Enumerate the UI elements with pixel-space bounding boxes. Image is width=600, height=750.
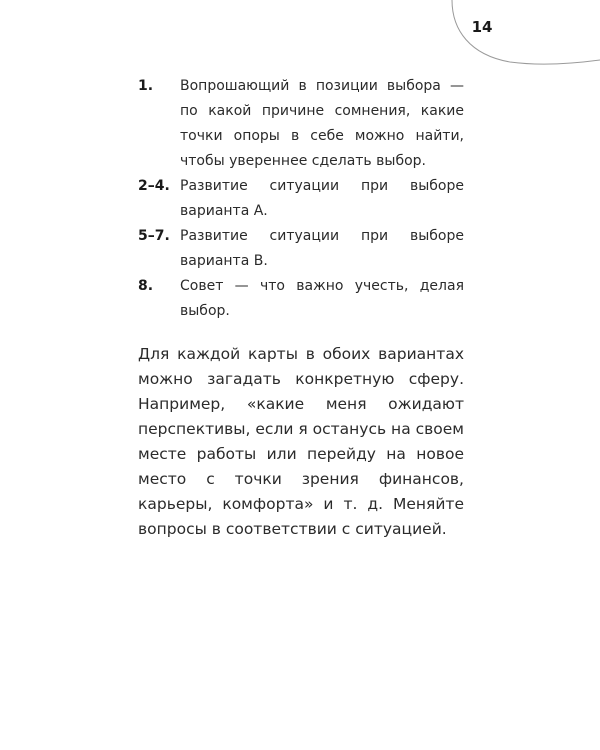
position-number: 5–7. xyxy=(138,228,170,244)
list-item xyxy=(138,274,464,324)
body-paragraph: Для каждой карты в обоих вариантах можно загадать конкретную сферу. Например, «какие меня ожидают перспективы, если я останусь на своем месте работы или перейду на новое место с точки зрения финансов, карьеры, комфорта» и т. д. Меняйте вопросы в соответствии с ситуацией. xyxy=(138,345,464,538)
position-number: 2–4. xyxy=(138,178,170,194)
list-item xyxy=(138,74,464,174)
position-number: 1. xyxy=(138,78,154,94)
position-description: Развитие ситуации при выборе варианта В. xyxy=(180,228,464,269)
list-item xyxy=(138,174,464,224)
list-item xyxy=(138,224,464,274)
position-description: Развитие ситуации при выборе варианта А. xyxy=(180,178,464,219)
position-description: Совет — что важно учесть, делая выбор. xyxy=(180,278,464,319)
page-number: 14 xyxy=(471,18,493,36)
position-description: Вопрошающий в позиции выбора — по какой причине сомнения, какие точки опоры в себе можно найти, чтобы увереннее сделать выбор. xyxy=(180,78,464,169)
spread-positions-list xyxy=(138,74,464,324)
position-number: 8. xyxy=(138,278,154,294)
